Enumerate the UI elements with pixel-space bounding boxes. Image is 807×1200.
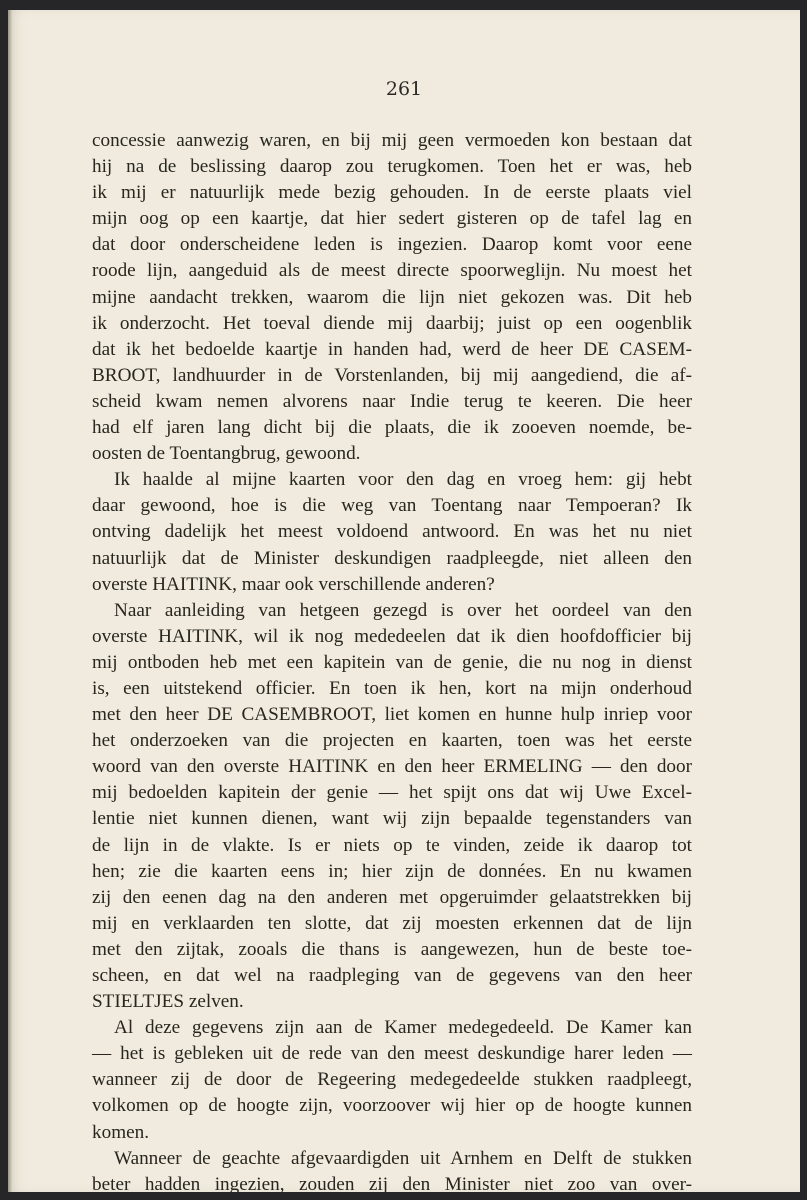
text-line: is, een uitstekend officier. En toen ik hen, kort na mijn onderhoud (92, 677, 692, 699)
text-line: natuurlijk dat de Minister deskundigen raadpleegde, niet alleen den (92, 547, 692, 569)
text-line: wanneer zij de door de Regeering medegedeelde stukken raadpleegt, (92, 1069, 692, 1091)
page-gutter (8, 10, 12, 1192)
text-line: STIELTJES zelven. (92, 991, 244, 1013)
text-line: scheen, en dat wel na raadpleging van de gegevens van den heer (92, 965, 692, 986)
text-line: dat door onderscheidene leden is ingezien. Daarop komt voor eene (92, 234, 692, 256)
text-line: had elf jaren lang dicht bij die plaats, die ik zooeven noemde, be- (92, 417, 692, 439)
body-text (92, 128, 692, 1198)
text-line: ik mij er natuurlijk mede bezig gehouden. In de eerste plaats viel (92, 182, 692, 204)
text-line: volkomen op de hoogte zijn, voorzoover wij hier op de hoogte kunnen (92, 1095, 692, 1117)
text-line: de lijn in de vlakte. Is er niets op te vinden, zeide ik daarop tot (92, 834, 692, 856)
text-line: mijn oog op een kaartje, dat hier sedert gisteren op de tafel lag en (92, 208, 692, 230)
text-line: zij den eenen dag na den anderen met opgeruimder gelaatstrekken bij (92, 886, 692, 908)
text-line: oosten de Toentangbrug, gewoond. (92, 443, 361, 465)
text-line: Wanneer de geachte afgevaardigden uit Arnhem en Delft de stukken (114, 1147, 692, 1169)
text-line: beter hadden ingezien, zouden zij den Minister niet zoo van over- (92, 1173, 692, 1195)
text-line: — het is gebleken uit de rede van den meest deskundige harer leden — (92, 1043, 692, 1065)
text-line: mij ontboden heb met een kapitein van de genie, die nu nog in dienst (92, 651, 692, 673)
text-line: overste HAITINK, maar ook verschillende anderen? (92, 573, 495, 595)
text-line: hij na de beslissing daarop zou terugkomen. Toen het er was, heb (92, 156, 692, 178)
text-line: met den heer DE CASEMBROOT, liet komen en hunne hulp inriep voor (92, 704, 692, 726)
text-line: BROOT, landhuurder in de Vorstenlanden, bij mij aangediend, die af- (92, 364, 692, 386)
text-line: mijne aandacht trekken, waarom die lijn niet gekozen was. Dit heb (92, 286, 692, 308)
text-line: mij en verklaarden ten slotte, dat zij moesten erkennen dat de lijn (92, 912, 692, 934)
text-line: dat ik het bedoelde kaartje in handen had, werd de heer DE CASEM- (92, 338, 692, 360)
text-line: Al deze gegevens zijn aan de Kamer medegedeeld. De Kamer kan (114, 1017, 692, 1039)
text-line: Naar aanleiding van hetgeen gezegd is over het oordeel van den (114, 599, 692, 621)
text-line: mij bedoelden kapitein der genie — het spijt ons dat wij Uwe Excel- (92, 782, 692, 804)
text-line: Ik haalde al mijne kaarten voor den dag en vroeg hem: gij hebt (114, 469, 692, 491)
text-line: concessie aanwezig waren, en bij mij geen vermoeden kon bestaan dat (92, 130, 692, 151)
text-line: daar gewoond, hoe is die weg van Toentang naar Tempoeran? Ik (92, 495, 692, 517)
text-line: ik onderzocht. Het toeval diende mij daarbij; juist op een oogenblik (92, 312, 692, 334)
text-line: overste HAITINK, wil ik nog mededeelen dat ik dien hoofdofficier bij (92, 625, 692, 647)
book-page (8, 10, 800, 1195)
text-line: scheid kwam nemen alvorens naar Indie terug te keeren. Die heer (92, 390, 692, 412)
text-line: het onderzoeken van die projecten en kaarten, toen was het eerste (92, 730, 692, 752)
page-number: 261 (385, 78, 423, 100)
text-line: ontving dadelijk het meest voldoend antwoord. En was het nu niet (92, 521, 692, 543)
text-line: lentie niet kunnen dienen, want wij zijn bepaalde tegenstanders van (92, 808, 692, 830)
text-line: komen. (92, 1121, 150, 1143)
text-line: met den zijtak, zooals die thans is aangewezen, hun de beste toe- (92, 938, 692, 960)
text-line: woord van den overste HAITINK en den heer ERMELING — den door (92, 756, 692, 778)
text-line: hen; zie die kaarten eens in; hier zijn de données. En nu kwamen (92, 860, 692, 882)
text-line: roode lijn, aangeduid als de meest directe spoorweglijn. Nu moest het (92, 260, 692, 282)
